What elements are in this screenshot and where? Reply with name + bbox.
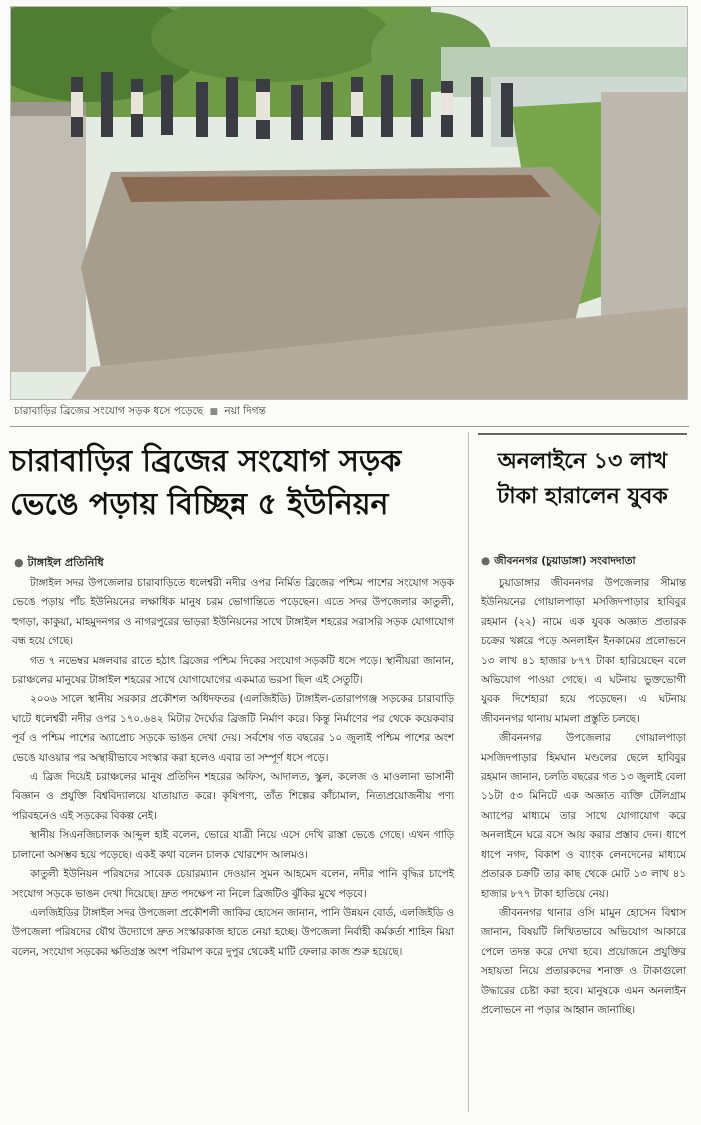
divider (10, 426, 689, 427)
paragraph: জীবননগর থানার ওসি মামুন হোসেন বিশ্বাস জানান, বিষয়টি লিখিতভাবে অভিযোগ আকারে পেলে তদন্ত করে দেখা হবে। প্রয়োজনে প্রযুক্তির সহায়তা নিয়ে প্রতারকদের শনাক্ত ও টাকাগুলো উদ্ধারের চেষ্টা করা হবে। মানুষকে এমন অনলাইন প্রলোভনে না পড়ার আহ্বান জানাচ্ছি। (481, 906, 686, 1016)
side-byline (481, 554, 636, 571)
side-byline-text: জীবননগর (চুয়াডাঙ্গা) সংবাদদাতা (494, 555, 636, 567)
paragraph: টাঙ্গাইল সদর উপজেলার চারাবাড়িতে ধলেশ্বরী নদীর ওপর নির্মিত ব্রিজের পশ্চিম পাশের সংযোগ সড়ক ভেঙে পড়ায় পাঁচ ইউনিয়নের লক্ষাধিক মানুষ চরম ভোগান্তিতে পড়েছেন। এতে সদর উপজেলার কাতুলী, হুগড়া, কাকুয়া, মাহমুদনগর ও নাগরপুরের ভাড়রা ইউনিয়নের সাথে টাঙ্গাইল শহরের সরাসরি সড়ক যোগাযোগ বন্ধ হয়ে গেছে। (12, 577, 454, 648)
paragraph: এলজিইডির টাঙ্গাইল সদর উপজেলা প্রকৌশলী জাকির হোসেন জানান, পানি উন্নয়ন বোর্ড, এলজিইডি ও উপজেলা পরিষদের যৌথ উদ্যোগে দ্রুত সংস্কারকাজ হাতে নেয়া হচ্ছে। উপজেলা নির্বাহী কর্মকর্তা শাহিন মিয়া বলেন, সংযোগ সড়কের ক্ষতিগ্রস্ত অংশ পরিমাপ করে দুপুর থেকেই মাটি ফেলার কাজ শুরু হয়েছে। (12, 906, 454, 958)
photo-caption (14, 404, 654, 421)
main-headline: চারাবাড়ির ব্রিজের সংযোগ সড়ক ভেঙে পড়ায় বিচ্ছিন্ন ৫ ইউনিয়ন (10, 444, 402, 522)
main-byline-text: টাঙ্গাইল প্রতিনিধি (27, 556, 104, 569)
paragraph: স্থানীয় সিএনজিচালক আব্দুল হাই বলেন, ভোরে যাত্রী নিয়ে এসে দেখি রাস্তা ভেঙে গেছে। এখন গাড়ি চালানো অসম্ভব হয়ে পড়েছে। একই কথা বলেন চালক খোরশেদ আলমও। (12, 829, 454, 861)
side-headline: অনলাইনে ১৩ লাখ টাকা হারালেন যুবক (497, 448, 668, 509)
side-article-rule (478, 433, 687, 435)
paragraph: গত ৭ নভেম্বর মঙ্গলবার রাতে হঠাৎ ব্রিজের পশ্চিম দিকের সংযোগ সড়কটি ধসে পড়ে। স্থানীয়রা জানান, চরাঞ্চলের মানুষের টাঙ্গাইল শহরের সাথে যোগাযোগের একমাত্র ভরসা ছিল এই সেতুটি। (12, 654, 454, 687)
side-article-body (481, 574, 686, 1020)
paragraph: কাতুলী ইউনিয়ন পরিষদের সাবেক চেয়ারম্যান দেওয়ান সুমন আহমেদ বলেন, নদীর পানি বৃদ্ধির চাপেই সংযোগ সড়কে ভাঙন দেখা দিয়েছে। দ্রুত পদক্ষেপ না নিলে ব্রিজটিও ঝুঁকির মুখে পড়বে। (12, 868, 454, 900)
collapsed-bridge-image (11, 7, 687, 399)
paragraph: চুয়াডাঙ্গার জীবননগর উপজেলার সীমান্ত ইউনিয়নের গোয়ালপাড়া মসজিদপাড়ার হাবিবুর রহমান (২২) নামে এক যুবক অজ্ঞাত প্রতারক চক্রের খপ্পরে পড়ে অনলাইন ইনকামের প্রলোভনে ১৩ লাখ ৪১ হাজার ৮৭৭ টাকা হারিয়েছেন বলে অভিযোগ পাওয়া গেছে। এ ঘটনায় ভুক্তভোগী যুবক দিশেহারা হয়ে পড়েছেন। এ ঘটনায় জীবননগর থানায় মামলা প্রস্তুতি চলছে। (481, 577, 686, 725)
main-article-body (12, 574, 454, 962)
bullet-icon: ● (481, 555, 491, 567)
paragraph: জীবননগর উপজেলার গোয়ালপাড়া মসজিদপাড়ার হিমঘান মণ্ডলের ছেলে হাবিবুর রহমান জানান, চলতি বছরের গত ১৩ জুলাই বেলা ১১টা ৫৩ মিনিটে এক অজ্ঞাত ব্যক্তি টেলিগ্রাম অ্যাপের মাধ্যমে তার সাথে যোগাযোগ করে অনলাইনে ঘরে বসে আয় করার প্রস্তাব দেন। ধাপে ধাপে নগদ, বিকাশ ও ব্যাংক লেনদেনের মাধ্যমে প্রতারক চক্রটি তার কাছ থেকে মোট ১৩ লাখ ৪১ হাজার ৮৭৭ টাকা হাতিয়ে নেয়। (481, 732, 686, 900)
paragraph: ২০০৬ সালে স্থানীয় সরকার প্রকৌশল অধিদফতর (এলজিইডি) টাঙ্গাইল-তোরাপগঞ্জ সড়কের চারাবাড়ি ঘাটে ধলেশ্বরী নদীর ওপর ১৭০.৬৪২ মিটার দৈর্ঘ্যের ব্রিজটি নির্মাণ করে। কিন্তু নির্মাণের পর থেকে কয়েকবার পূর্ব ও পশ্চিম পাশের অ্যাপ্রোচ সড়কে ভাঙন দেখা দেয়। সর্বশেষ গত বছরের ১০ জুলাই পশ্চিম পাশের অংশ ভেঙে যাওয়ার পর অস্থায়ীভাবে সংস্কার করা হলেও এবার তা সম্পূর্ণ ধসে পড়ে। (12, 693, 454, 764)
news-photo (10, 6, 688, 400)
caption-text: চারাবাড়ির ব্রিজের সংযোগ সড়ক ধসে পড়েছে (14, 405, 204, 417)
bullet-icon: ● (14, 556, 24, 569)
column-divider (468, 432, 469, 1112)
caption-separator: ■ (209, 407, 218, 417)
caption-credit: নয়া দিগন্ত (224, 405, 266, 417)
paragraph: এ ব্রিজ দিয়েই চরাঞ্চলের মানুষ প্রতিদিন শহরের অফিস, আদালত, স্কুল, কলেজ ও মাওলানা ভাসানী বিজ্ঞান ও প্রযুক্তি বিশ্ববিদ্যালয়ে যাতায়াত করে। কৃষিপণ্য, তাঁত শিল্পের কাঁচামাল, নিত্যপ্রয়োজনীয় পণ্য পরিবহনেও এই সড়কের বিকল্প নেই। (12, 771, 454, 822)
main-byline (14, 554, 104, 573)
